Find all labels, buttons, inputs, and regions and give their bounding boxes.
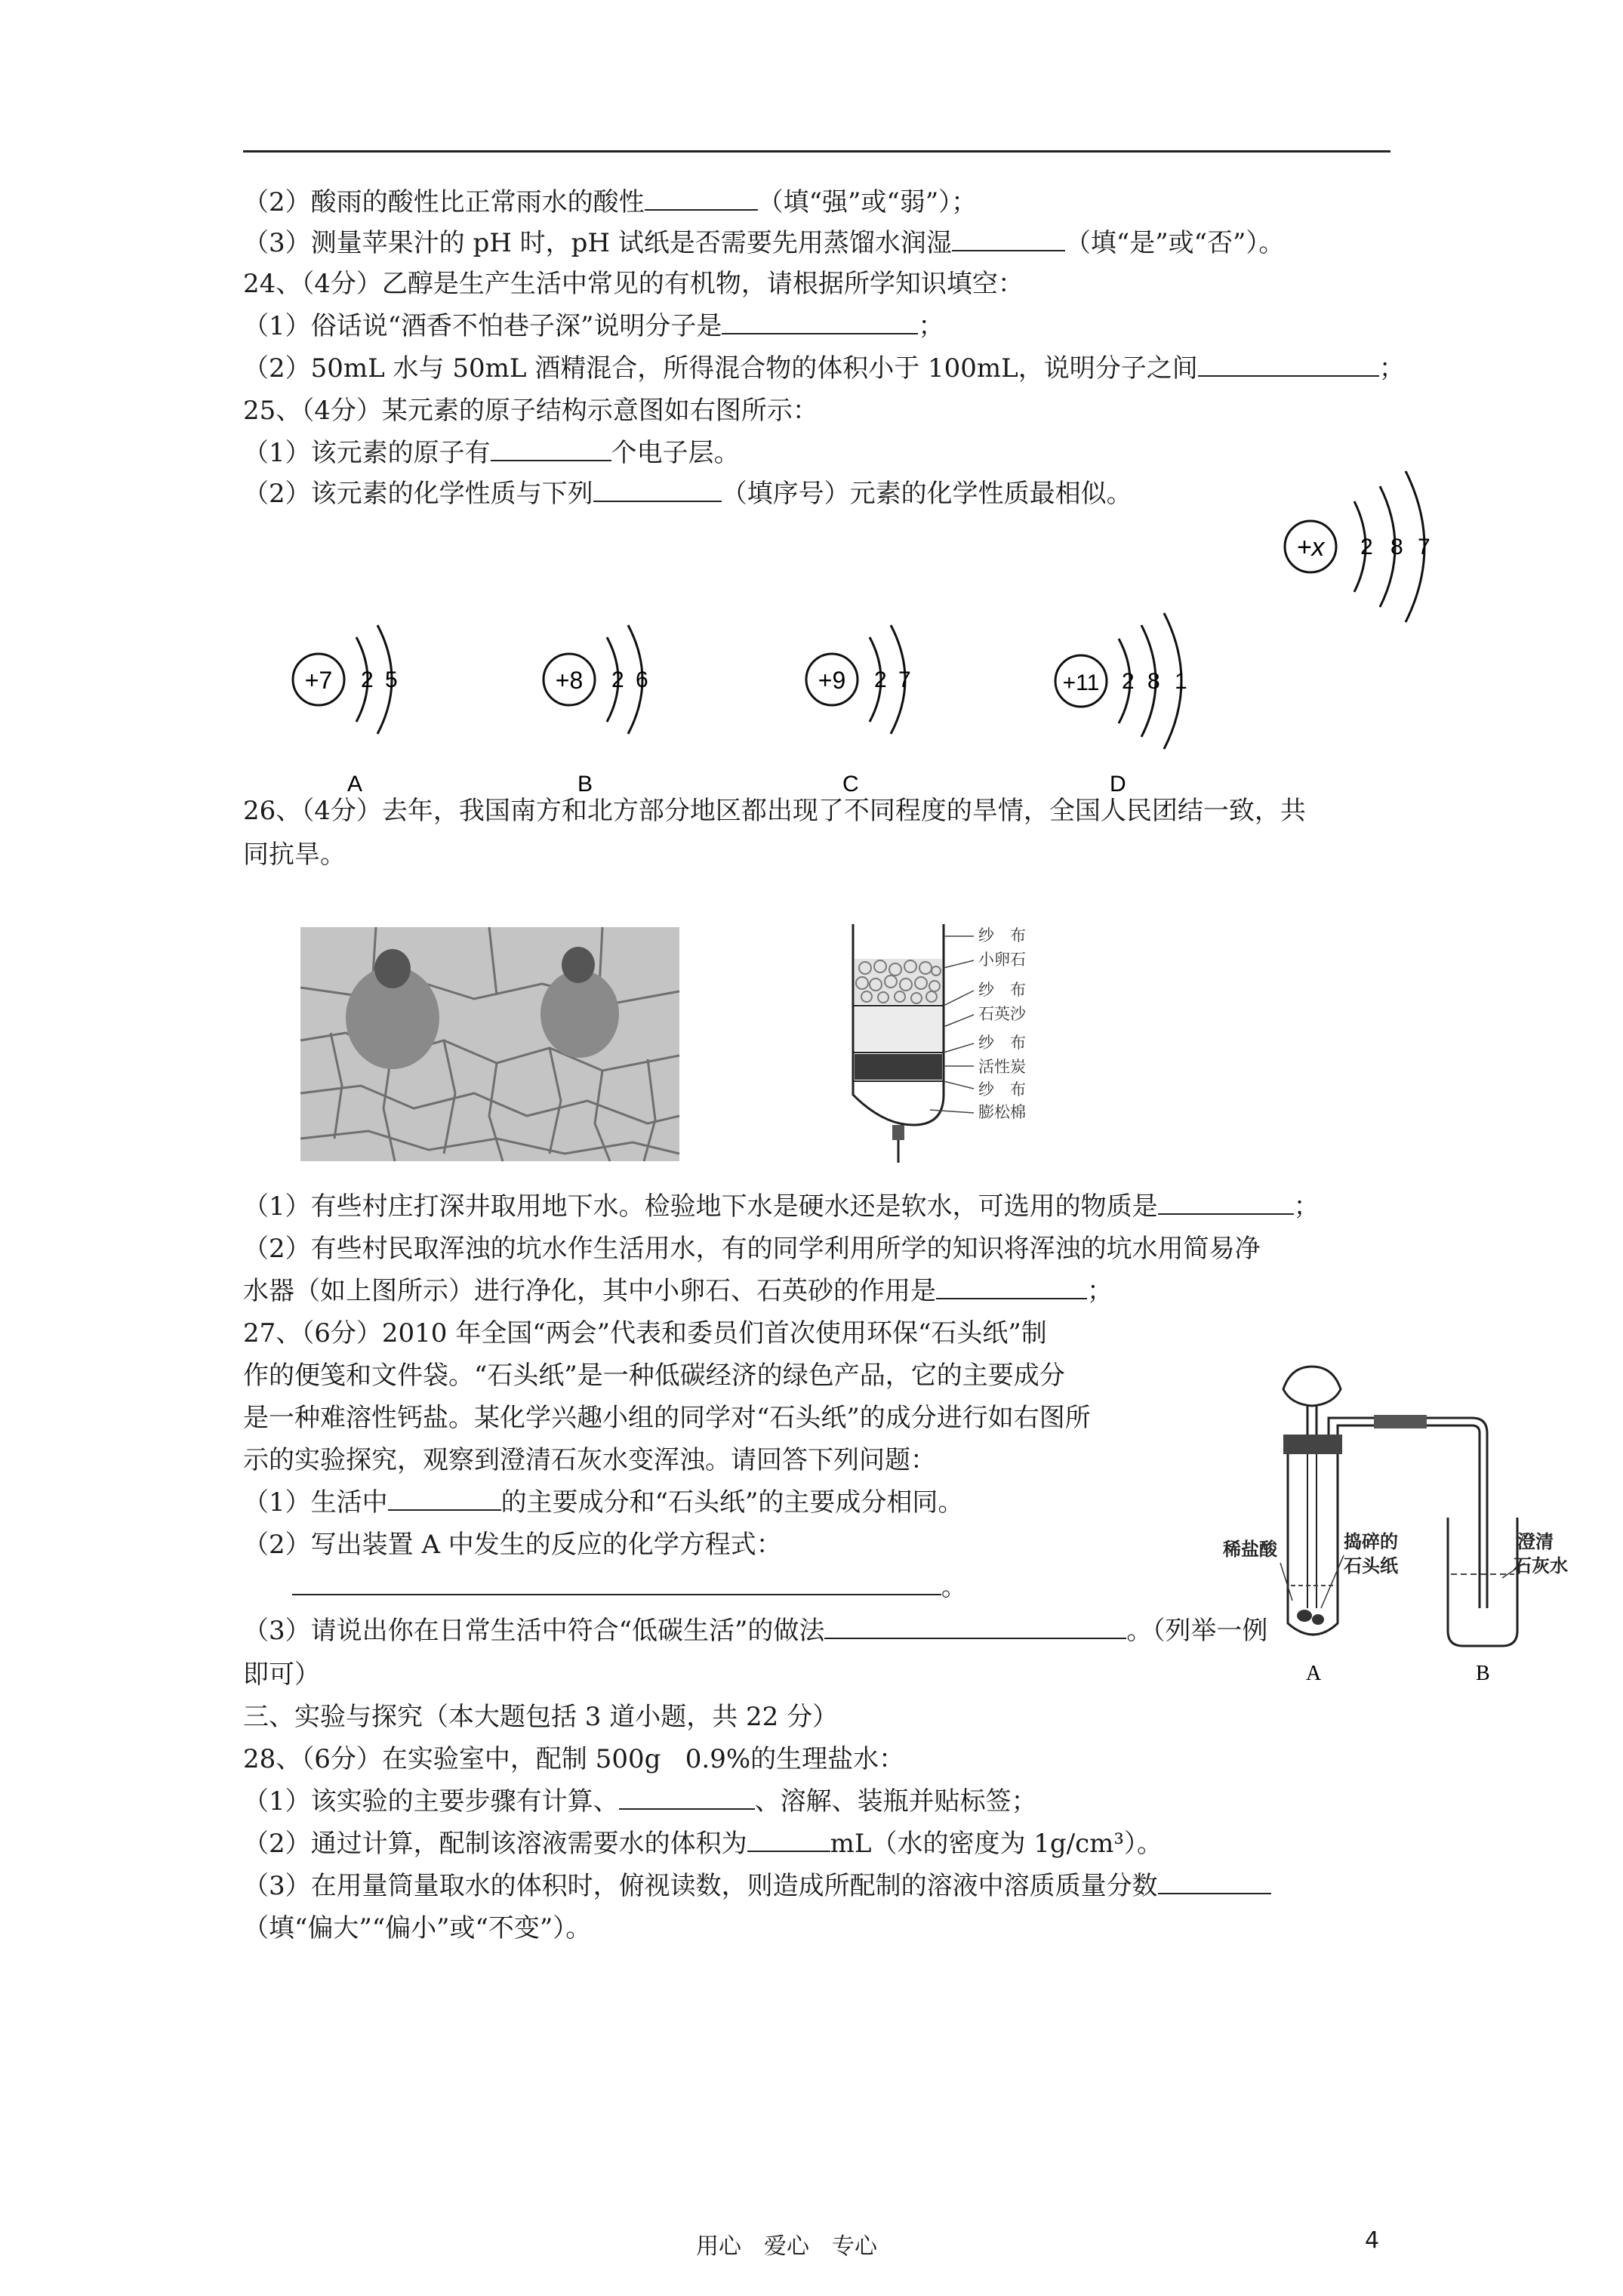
answer-blank[interactable] [619, 1786, 755, 1810]
nucleus-label: +8 [555, 667, 584, 694]
atom-diagram-a [287, 619, 438, 808]
text-line [243, 1614, 1267, 1647]
electron-count-1: 2 [1360, 535, 1373, 559]
text-segment: （2）通过计算，配制该溶液需要水的体积为 [243, 1829, 747, 1859]
electron-count-1: 2 [874, 667, 887, 692]
atom-diagram-c [800, 619, 951, 808]
text-segment: （3）在用量筒量取水的体积时，俯视读数，则造成所配制的溶液中溶质质量分数 [243, 1871, 1158, 1901]
answer-blank[interactable] [824, 1615, 1126, 1639]
text-line [243, 1912, 591, 1945]
text-segment: 25、（4分）某元素的原子结构示意图如右图所示： [243, 396, 818, 426]
electron-count-2: 7 [898, 667, 911, 692]
header-rule [243, 150, 1390, 153]
footer-motto: 用心 爱心 专心 [696, 2233, 877, 2260]
text-segment: 。（列举一例 [1126, 1616, 1268, 1646]
filter-label-quartz-sand: 石英沙 [978, 1005, 1026, 1023]
text-segment: ； [1293, 1191, 1320, 1222]
text-segment: 三、实验与探究（本大题包括 3 道小题，共 22 分） [243, 1702, 839, 1732]
text-segment: （3）测量苹果汁的 pH 时，pH 试纸是否需要先用蒸馏水润湿 [243, 228, 952, 258]
text-segment: （填序号）元素的化学性质最相似。 [721, 479, 1132, 509]
text-segment: ； [1087, 1276, 1113, 1306]
electron-count-1: 2 [1122, 669, 1135, 694]
atom-diagram-main [1276, 462, 1449, 643]
text-line [243, 1528, 782, 1561]
filter-label-gauze-3: 纱 布 [978, 1034, 1026, 1052]
text-segment: （填“偏大”“偏小”或“不变”）。 [243, 1913, 592, 1943]
nucleus-label: +x [1296, 533, 1325, 562]
atom-diagram-d [1049, 612, 1238, 808]
text-line [243, 1869, 1271, 1903]
atom-diagram-b [537, 619, 688, 808]
text-line [243, 1570, 967, 1604]
text-segment: （2）酸雨的酸性比正常雨水的酸性 [243, 187, 645, 217]
answer-blank[interactable] [292, 1571, 941, 1595]
electron-count-2: 8 [1147, 669, 1160, 694]
text-line [243, 1743, 904, 1776]
text-segment: 27、（6分）2010 年全国“两会”代表和委员们首次使用环保“石头纸”制 [243, 1318, 1047, 1348]
filter-label-gauze-4: 纱 布 [978, 1080, 1026, 1099]
text-segment: （1）俗话说“酒香不怕巷子深”说明分子是 [243, 311, 722, 341]
text-line [243, 1317, 1047, 1350]
text-segment [243, 1572, 292, 1602]
answer-blank[interactable] [1198, 353, 1379, 377]
text-segment: mL（水的密度为 1g/cm³）。 [830, 1829, 1163, 1859]
text-segment: （2）写出装置 A 中发生的反应的化学方程式： [243, 1530, 782, 1560]
text-segment: （填“强”或“弱”）； [757, 187, 978, 217]
text-segment: 28、（6分）在实验室中，配制 500g 0.9%的生理盐水： [243, 1744, 905, 1774]
filter-label-cotton: 膨松棉 [978, 1103, 1026, 1121]
text-segment: 、溶解、装瓶并贴标签； [754, 1786, 1037, 1817]
answer-blank[interactable] [593, 478, 722, 502]
text-line [243, 186, 977, 219]
text-segment: 作的便笺和文件袋。“石头纸”是一种低碳经济的绿色产品，它的主要成分 [243, 1361, 1065, 1391]
text-line [243, 227, 1284, 260]
text-segment: （2）50mL 水与 50mL 酒精混合，所得混合物的体积小于 100mL，说明分子之间 [243, 353, 1198, 384]
page-number: 4 [1365, 2227, 1380, 2254]
electron-count-2: 8 [1390, 535, 1403, 559]
electron-count-1: 2 [611, 667, 624, 692]
text-segment: （3）请说出你在日常生活中符合“低碳生活”的做法 [243, 1616, 825, 1646]
answer-blank[interactable] [747, 1828, 830, 1852]
text-line [243, 1658, 320, 1691]
text-segment: （填“是”或“否”）。 [1064, 228, 1285, 258]
water-filter-diagram [845, 921, 1117, 1178]
filter-label-pebbles: 小卵石 [978, 951, 1026, 969]
co2-test-apparatus [1208, 1359, 1568, 1691]
text-line [243, 310, 944, 343]
filter-label-gauze-2: 纱 布 [978, 981, 1026, 999]
text-segment: 。 [941, 1572, 967, 1602]
answer-blank[interactable] [645, 186, 758, 211]
nucleus-label: +7 [304, 667, 333, 694]
text-line [243, 477, 1132, 510]
text-line [243, 352, 1405, 385]
text-segment: ； [1378, 353, 1405, 384]
electron-count-1: 2 [361, 667, 374, 692]
filter-label-gauze-1: 纱 布 [978, 926, 1026, 945]
nucleus-label: +9 [818, 667, 846, 694]
text-segment: 24、（4分）乙醇是生产生活中常见的有机物，请根据所学知识填空： [243, 269, 1024, 299]
option-label: B [577, 772, 593, 797]
answer-blank[interactable] [1158, 1870, 1271, 1894]
answer-blank[interactable] [491, 437, 611, 461]
text-line [243, 1359, 1065, 1392]
text-segment: （1）该实验的主要步骤有计算、 [243, 1786, 619, 1817]
text-line [243, 838, 346, 871]
nucleus-label: +11 [1062, 670, 1100, 695]
answer-blank[interactable] [952, 227, 1065, 251]
text-line [243, 1785, 1037, 1818]
text-segment: （2）有些村民取浑浊的坑水作生活用水，有的同学利用所学的知识将浑浊的坑水用简易净 [243, 1234, 1261, 1264]
text-line [243, 1827, 1163, 1860]
electron-count-3: 7 [1418, 535, 1431, 559]
text-segment: 是一种难溶性钙盐。某化学兴趣小组的同学对“石头纸”的成分进行如右图所 [243, 1403, 1091, 1433]
text-segment: （2）该元素的化学性质与下列 [243, 479, 593, 509]
text-line [243, 1444, 936, 1477]
label-dilute-hcl: 稀盐酸 [1223, 1539, 1277, 1560]
text-line [243, 394, 818, 427]
text-line [243, 1274, 1113, 1308]
electron-count-3: 1 [1175, 669, 1187, 694]
text-line [243, 267, 1024, 300]
text-segment: 水器（如上图所示）进行净化，其中小卵石、石英砂的作用是 [243, 1276, 936, 1306]
label-crushed: 捣碎的 [1344, 1531, 1398, 1552]
text-segment: 同抗旱。 [243, 840, 346, 870]
answer-blank[interactable] [936, 1275, 1087, 1299]
filter-label-activated-carbon: 活性炭 [978, 1058, 1026, 1076]
text-segment: 即可） [243, 1660, 320, 1690]
label-a: A [1306, 1662, 1322, 1685]
text-line [243, 1486, 963, 1519]
label-limewater: 石灰水 [1514, 1555, 1568, 1576]
text-segment: （1）该元素的原子有 [243, 438, 491, 468]
label-stone-paper: 石头纸 [1344, 1555, 1398, 1576]
text-segment: ； [918, 311, 944, 341]
option-label: C [842, 772, 859, 797]
text-segment: 26、（4分）去年，我国南方和北方部分地区都出现了不同程度的旱情，全国人民团结一致，共 [243, 796, 1306, 826]
text-line [243, 1232, 1261, 1265]
text-line [243, 1700, 838, 1734]
option-label: A [347, 772, 363, 797]
answer-blank[interactable] [722, 310, 918, 334]
option-label: D [1110, 772, 1126, 797]
electron-count-2: 5 [385, 667, 398, 692]
text-line [243, 1190, 1320, 1223]
label-clear: 澄清 [1517, 1531, 1554, 1552]
text-segment: 示的实验探究，观察到澄清石灰水变浑浊。请回答下列问题： [243, 1445, 936, 1475]
text-line [243, 1401, 1091, 1435]
drought-photo [300, 927, 679, 1161]
text-segment: （1）生活中 [243, 1487, 388, 1518]
answer-blank[interactable] [1158, 1191, 1294, 1215]
text-segment: （1）有些村庄打深井取用地下水。检验地下水是硬水还是软水，可选用的物质是 [243, 1191, 1158, 1222]
text-segment: 的主要成分和“石头纸”的主要成分相同。 [500, 1487, 964, 1518]
text-line [243, 436, 740, 470]
label-b: B [1476, 1662, 1490, 1685]
text-segment: 个电子层。 [611, 438, 740, 468]
electron-count-2: 6 [636, 667, 648, 692]
answer-blank[interactable] [388, 1487, 501, 1511]
